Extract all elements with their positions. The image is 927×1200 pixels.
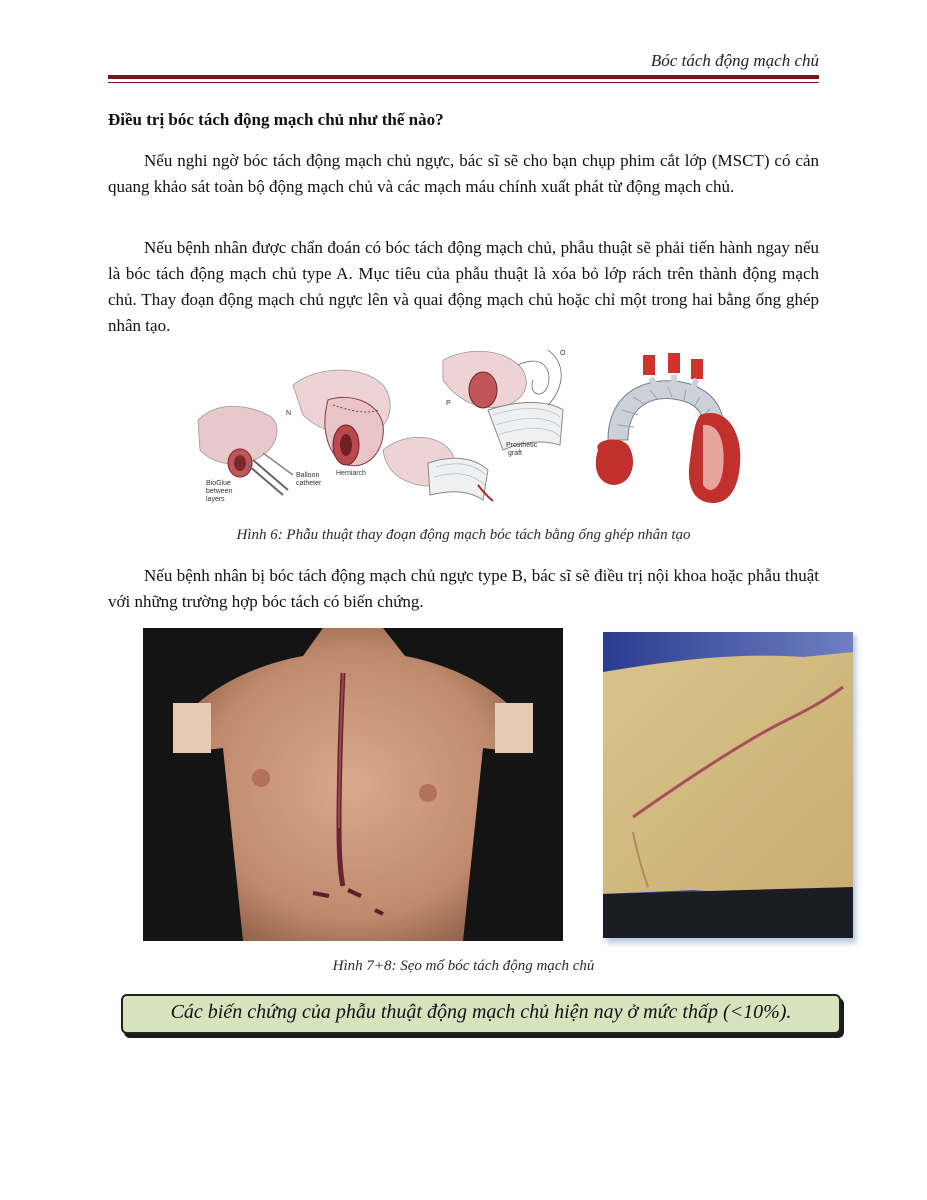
hemiarch-label: Hemiarch bbox=[336, 470, 366, 477]
bioglue-label-1: BioGlue bbox=[206, 480, 231, 487]
panel-hemiarch bbox=[286, 370, 390, 477]
panel-prosthetic bbox=[443, 350, 566, 457]
balloon-label-2: catheter bbox=[296, 480, 322, 487]
panel-arch-graft bbox=[596, 353, 741, 503]
header-rule bbox=[108, 75, 819, 79]
figure78-caption: Hình 7+8: Sẹo mổ bóc tách động mạch chủ bbox=[332, 958, 595, 974]
prosthetic-label-1: Prosthetic bbox=[506, 442, 538, 449]
callout-text: Các biến chứng của phẫu thuật động mạch chủ hiện nay ở mức thấp (<10%). bbox=[170, 1001, 792, 1023]
header-title: Bóc tách động mạch chủ bbox=[650, 51, 819, 70]
surgery-illustration bbox=[188, 345, 748, 505]
panel-bioglue bbox=[198, 406, 322, 503]
label-o: O bbox=[560, 350, 566, 357]
bioglue-label-3: layers bbox=[206, 496, 225, 503]
paragraph-type-a: Nếu bệnh nhân được chẩn đoán có bóc tách động mạch chủ, phẫu thuật sẽ phải tiến hành ngay nếu là bóc tách động mạch chủ type A. Mục tiêu của phẫu thuật là xóa bỏ lớp rách trên thành động mạch chủ. Thay đoạn động mạch chủ ngực lên và quai động mạch chủ hoặc chỉ một trong hai bằng ống ghép nhân tạo. bbox=[108, 238, 819, 335]
side-scar-photo bbox=[603, 632, 853, 938]
balloon-label-1: Balloon bbox=[296, 472, 320, 479]
section-heading: Điều trị bóc tách động mạch chủ như thế nào? bbox=[108, 110, 444, 129]
paragraph-msct: Nếu nghi ngờ bóc tách động mạch chủ ngực, bác sĩ sẽ cho bạn chụp phim cắt lớp (MSCT) có cản quang khảo sát toàn bộ động mạch chủ và các mạch máu chính xuất phát từ động mạch chủ. bbox=[108, 151, 819, 196]
complication-callout bbox=[121, 994, 841, 1034]
chest-scar-photo bbox=[143, 628, 563, 941]
header-rule-thin bbox=[108, 82, 819, 83]
panel-graft-lower bbox=[383, 437, 493, 501]
figure6-caption: Hình 6: Phẫu thuật thay đoạn động mạch bóc tách bằng ống ghép nhân tạo bbox=[236, 527, 691, 543]
label-n: N bbox=[286, 410, 292, 417]
prosthetic-label-2: graft bbox=[508, 450, 523, 457]
paragraph-type-b: Nếu bệnh nhân bị bóc tách động mạch chủ ngực type B, bác sĩ sẽ điều trị nội khoa hoặc phẫu thuật với những trường hợp bóc tách có biến chứng. bbox=[108, 566, 819, 611]
bioglue-label-2: between bbox=[206, 488, 233, 495]
label-p: P bbox=[446, 400, 451, 407]
